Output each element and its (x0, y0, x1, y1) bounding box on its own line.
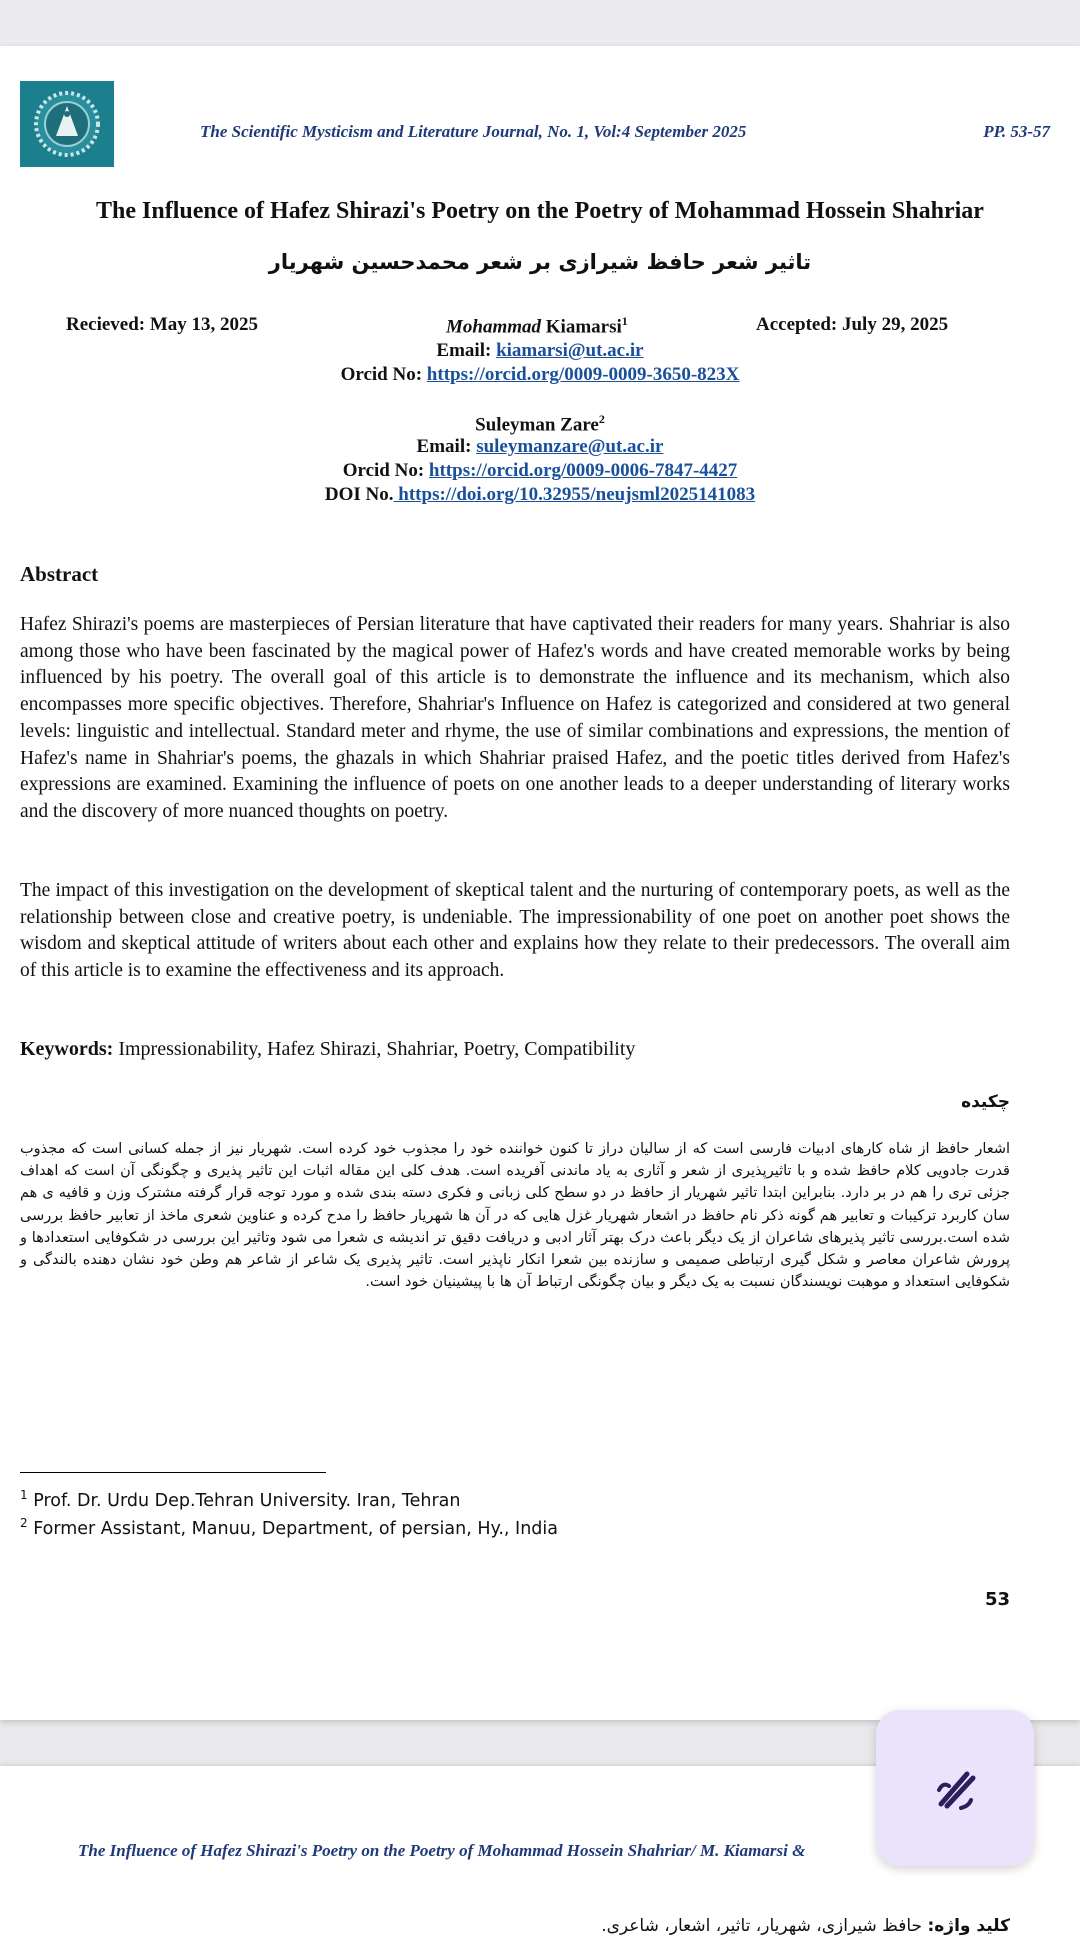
footnote-2 (20, 1516, 558, 1539)
abstract-paragraph-2: The impact of this investigation on the development of skeptical talent and the nurturing of contemporary poets, as well as the relationship between close and creative poetry, is undeniable. The impressionability of one poet on another poet shows the wisdom and skeptical attitude of writers about each other and explains how they relate to their predecessors. The overall aim of this article is to examine the effectiveness and its approach. (20, 880, 1010, 982)
abstract-paragraph-1: Hafez Shirazi's poems are masterpieces of Persian literature that have captivated their readers for many years. Shahriar is also among those who have been fascinated by the magical power of Hafez's words and have created memorable works by being influenced by his poetry. The overall goal of this article is to demonstrate the influence and its mechanism, which also encompasses more specific objectives. Therefore, Shahriar's Influence on Hafez is categorized and considered at two general levels: linguistic and intellectual. Standard meter and rhyme, the use of similar combinations and expressions, the mention of Hafez's name in Shahriar's poems, the ghazals in which Shahriar praised Hafez, and the poetic titles derived from Hafez's expressions are examined. Examining the influence of poets on one another leads to a deeper understanding of literary works and the discovery of more nuanced thoughts on poetry. (20, 614, 1010, 822)
author-2-email-link[interactable]: suleymanzare@ut.ac.ir (476, 436, 664, 457)
persian-abstract-heading: چکیده (961, 1092, 1010, 1112)
footnote-divider (20, 1472, 326, 1473)
email-label: Email: (436, 340, 497, 361)
author-1-sup: 1 (621, 314, 628, 328)
footnote-1-text: Prof. Dr. Urdu Dep.Tehran University. Iran, Tehran (27, 1490, 461, 1511)
received-date: Recieved: May 13, 2025 (66, 314, 259, 335)
keywords-text: Impressionability, Hafez Shirazi, Shahriar, Poetry, Compatibility (113, 1038, 636, 1060)
orcid-label: Orcid No: (342, 460, 429, 481)
footnote-1-num: 1 (20, 1488, 28, 1502)
author-2-name (0, 412, 1080, 436)
journal-logo (20, 81, 114, 167)
mandala-emblem-icon (28, 88, 106, 160)
footnote-1 (20, 1488, 460, 1511)
doi-label: DOI No. (324, 484, 394, 505)
persian-abstract-text: اشعار حافظ از شاه کارهای ادبیات فارسی است که از سالیان دراز تا کنون خواننده خود را مجذوب خود کرده است. شهریار نیز از جمله کسانی است که مجذوب قدرت جادویی کلام حافظ شده و با تاثیرپذیری از شعر و آثاری به یاد ماندنی آفریده است. هدف کلی این مقاله اثبات این تاثیر پذیری و چگونگی آن است که اهداف جزئی تری را هم در بر دارد. بنابراین ابتدا تاثیر شهریار از حافظ در دو سطح کلی زبانی و فکری دسته بندی شده و مورد توجه قرار گرفته مشترک وزن و قافیه ی هم سان کاربرد ترکیبات و تعابیر هم گونه ذکر نام حافظ در اشعار شهریار غزل هایی که در آن ها شهریار حافظ را مدح کرده و عناوین شعری ماخذ از تعابیر حافظ بررسی شده است.بررسی تاثیر پذیرهای شاعران از یک دیگر باعث درک بهتر آثار ادبی و دریافت دقیق تر اندیشه ی شعرا می شود وتاثیر این بررسی در شکوفایی استعدادها و پرورش شاعران معاصر و شکل گیری ارتباطی صمیمی و سازنده بین شعرا انکار ناپذیر است. تاثیر پذیری یک شاعر از شاعر هم وطن خود نشان دهنده بالندگی و شکوفایی استعداد و موهبت نویسندگان نسبت به یک دیگر و بیان چگونگی ارتباط آن ها با پیشینیان خود است. (20, 1141, 1010, 1291)
author-2-name-text: Suleyman Zare (475, 414, 599, 436)
author-1-name (446, 314, 628, 338)
footnote-2-text: Former Assistant, Manuu, Department, of persian, Hy., India (27, 1518, 558, 1539)
keywords-line (20, 1038, 635, 1061)
accepted-date: Accepted: July 29, 2025 (756, 314, 949, 335)
article-title: The Influence of Hafez Shirazi's Poetry on the Poetry of Mohammad Hossein Shahriar (96, 198, 984, 224)
page-range: PP. 53-57 (983, 122, 1050, 141)
page-number: 53 (984, 1589, 1010, 1610)
email-label: Email: (416, 436, 477, 457)
author-1-email-link[interactable]: kiamarsi@ut.ac.ir (496, 340, 644, 361)
doi-link[interactable]: https://doi.org/10.32955/neujsml2025141083 (393, 484, 756, 505)
viewer-top-strip (0, 0, 1080, 46)
keywords-label: Keywords: (20, 1038, 114, 1060)
orcid-label: Orcid No: (340, 364, 427, 385)
author-1-first: Mohammad (446, 316, 542, 338)
journal-header: The Scientific Mysticism and Literature Journal, No. 1, Vol:4 September 2025 (200, 122, 747, 141)
article-title-persian: تاثیر شعر حافظ شیرازی بر شعر محمدحسین شهریار (268, 250, 812, 274)
persian-keywords-label: کلید واژه: (927, 1916, 1010, 1936)
author-2-sup: 2 (598, 412, 605, 426)
author-1-orcid-line (0, 364, 1080, 386)
running-head: The Influence of Hafez Shirazi's Poetry on the Poetry of Mohammad Hossein Shahriar/ M. Kiamarsi & (78, 1841, 806, 1860)
author-1-orcid-link[interactable]: https://orcid.org/0009-0009-3650-823X (426, 364, 740, 385)
footnote-2-num: 2 (20, 1516, 28, 1530)
author-2-orcid-line (0, 460, 1080, 482)
persian-keywords-line (601, 1916, 1010, 1936)
doi-line (0, 484, 1080, 506)
author-1-email-line (0, 340, 1080, 362)
abstract-heading: Abstract (20, 562, 99, 586)
author-2-email-line (0, 436, 1080, 458)
persian-keywords-text: حافظ شیرازی، شهریار، تاثیر، اشعار، شاعری. (601, 1916, 928, 1936)
author-1-last: Kiamarsi (541, 316, 622, 338)
pen-edit-icon (927, 1760, 983, 1816)
author-2-orcid-link[interactable]: https://orcid.org/0009-0006-7847-4427 (428, 460, 738, 481)
document-page-1 (0, 46, 1080, 1720)
edit-fab-button[interactable] (876, 1710, 1034, 1866)
